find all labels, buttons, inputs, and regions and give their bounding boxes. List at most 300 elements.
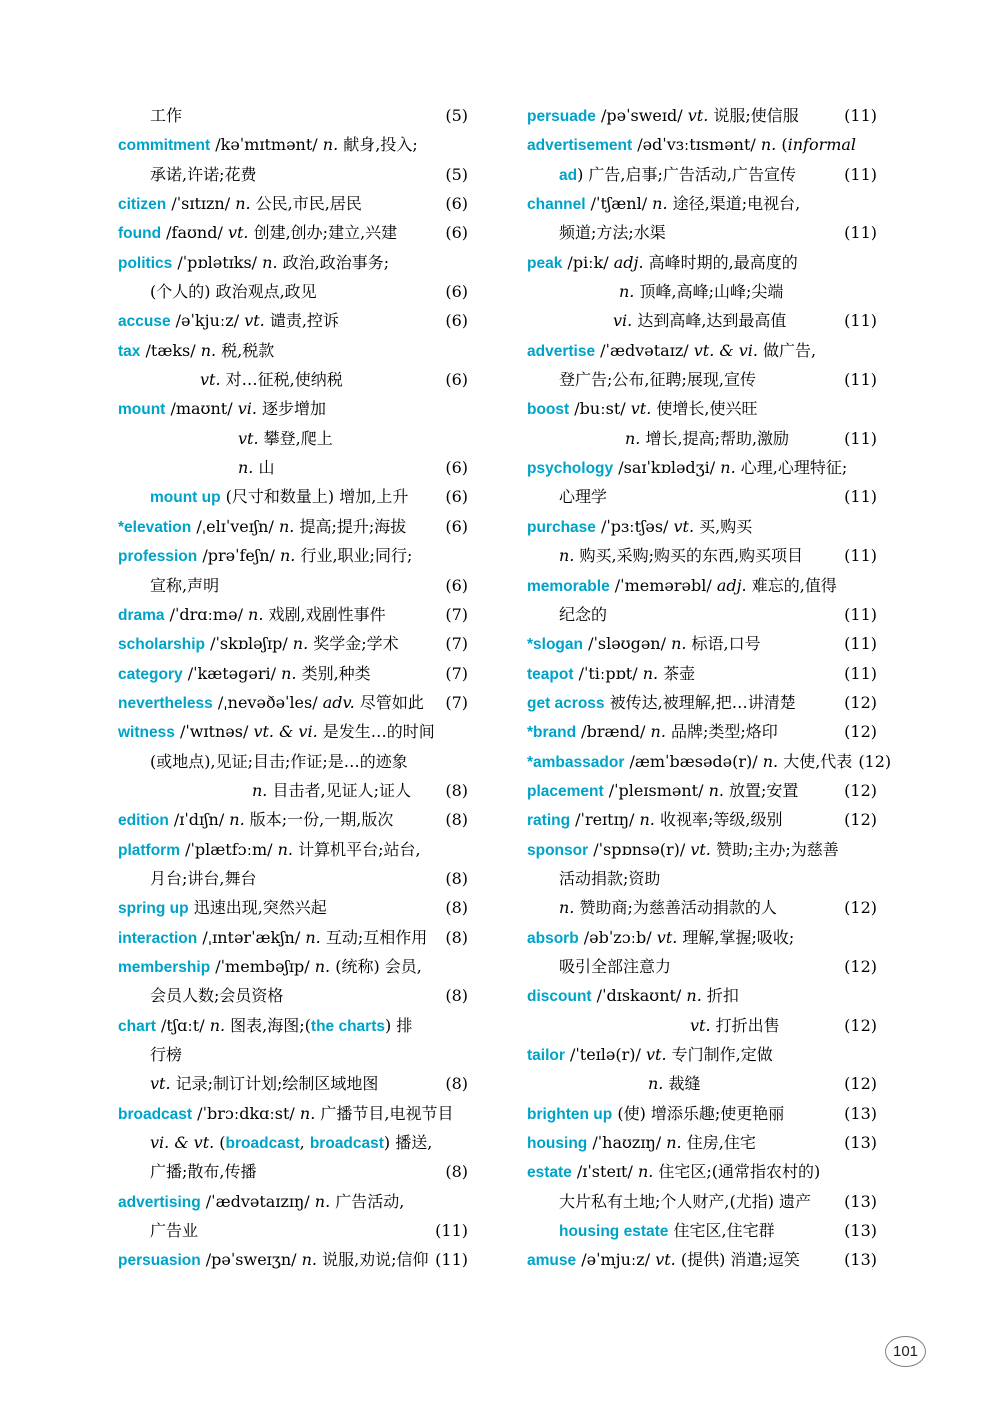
headword: *elevation	[118, 518, 192, 536]
headword: category	[118, 665, 183, 683]
definition-text: 迅速出现,突然兴起	[188, 898, 327, 918]
dictionary-entry	[527, 776, 877, 805]
pos-label: vt.	[687, 106, 709, 125]
definition-text: 行业,职业;同行;	[295, 546, 413, 566]
entry-line	[118, 923, 468, 952]
definition-text: (统称) 会员,	[330, 956, 422, 976]
entry-line	[527, 688, 877, 717]
dictionary-entry	[118, 512, 468, 541]
pos-label: vt.	[690, 839, 711, 859]
definition-text: 记录;制订计划;绘制区域地图	[170, 1074, 379, 1094]
page-reference: (6)	[445, 575, 468, 595]
definition-text: 月台;讲台,舞台	[150, 868, 257, 888]
entry-line	[118, 893, 468, 922]
page-reference: (12)	[844, 898, 877, 918]
entry-line	[527, 1128, 877, 1157]
definition-text: 目击者,见证人;证人	[267, 780, 411, 800]
pos-label: n.	[262, 252, 278, 272]
entry-line-text	[118, 1216, 198, 1245]
headword: sponsor	[527, 841, 589, 859]
pos-label: n.	[642, 663, 659, 683]
entry-line	[118, 571, 468, 600]
entry-line	[118, 306, 468, 335]
definition-text: 奖学金;学术	[308, 634, 399, 654]
pos-label: vt.	[655, 1250, 676, 1270]
definition-text: /ˈplætfɔːm/	[180, 839, 278, 859]
headword: persuade	[527, 108, 596, 125]
entry-line	[118, 512, 468, 541]
definition-text: /piːk/	[562, 252, 614, 272]
definition-text: 使增长,使兴旺	[651, 399, 758, 419]
pos-label: vt.	[646, 1045, 667, 1064]
dictionary-entry	[527, 1099, 877, 1128]
definition-text: 是发生…的时间	[317, 722, 435, 742]
entry-line	[527, 981, 877, 1010]
definition-text: 税,税款	[216, 340, 275, 360]
definition-text: 活动捐款;资助	[559, 868, 661, 888]
entry-line-text	[118, 160, 256, 189]
page-reference: (6)	[445, 458, 468, 478]
entry-line	[527, 659, 877, 688]
entry-line-text	[527, 893, 777, 922]
definition-text: 政治,政治事务;	[277, 252, 390, 272]
entry-line-text	[527, 453, 847, 483]
entry-line	[527, 1011, 877, 1040]
entry-line-text	[118, 365, 343, 394]
headword: edition	[118, 812, 169, 830]
entry-line-text	[527, 688, 796, 718]
headword: citizen	[118, 196, 167, 214]
entry-line	[527, 1216, 877, 1245]
page-reference: (6)	[445, 282, 468, 302]
entry-line	[527, 1099, 877, 1128]
definition-text: /tæks/	[140, 340, 201, 360]
entry-line-text	[527, 747, 852, 777]
entry-line	[527, 482, 877, 511]
page-number-badge	[885, 1336, 926, 1367]
definition-text: (或地点),见证;目击;作证;是…的迹象	[150, 751, 408, 771]
definition-text: ,	[299, 1133, 310, 1153]
pos-label: n.	[762, 751, 779, 771]
pos-label: n.	[666, 1133, 682, 1153]
dictionary-entry	[118, 394, 468, 482]
entry-line-text	[527, 248, 798, 278]
headword: ad	[559, 166, 578, 184]
dictionary-entry	[527, 512, 877, 571]
headword: absorb	[527, 929, 579, 947]
entry-line	[118, 981, 468, 1010]
entry-line	[118, 365, 468, 394]
dictionary-entry	[118, 130, 468, 189]
definition-text: 说服;使信服	[708, 106, 799, 125]
dictionary-entry	[527, 571, 877, 630]
entry-line-text	[118, 1128, 432, 1158]
headword: housing estate	[559, 1223, 669, 1241]
page-reference: (11)	[435, 1250, 468, 1270]
definition-text: /ˈreɪtɪŋ/	[570, 810, 640, 830]
page-reference: (12)	[844, 780, 877, 800]
dictionary-entry	[527, 1157, 877, 1216]
dictionary-entry	[527, 336, 877, 395]
entry-line	[527, 512, 877, 541]
dictionary-entry	[118, 688, 468, 717]
entry-line-text	[118, 600, 386, 630]
definition-text: 茶壶	[658, 663, 696, 683]
definition-text: 广播节目,电视节目	[315, 1103, 454, 1123]
headword: memorable	[527, 577, 610, 595]
entry-line	[118, 1040, 468, 1069]
pos-label: n.	[305, 927, 321, 947]
definition-text: 对…征税,使纳税	[220, 370, 343, 390]
headword: nevertheless	[118, 694, 213, 712]
definition-text: 理解,掌握;吸收;	[677, 927, 795, 947]
pos-label: n.	[559, 546, 575, 566]
entry-line-text	[527, 659, 695, 689]
entry-line	[527, 629, 877, 658]
entry-line	[527, 717, 877, 746]
headword: *brand	[527, 724, 577, 742]
entry-line	[527, 424, 877, 453]
page-reference: (6)	[445, 516, 468, 536]
entry-line	[118, 835, 468, 864]
entry-line	[527, 805, 877, 834]
entry-line-text	[527, 1128, 756, 1158]
pos-label: n.	[639, 810, 655, 830]
page-reference: (11)	[844, 634, 877, 654]
pos-label: adv.	[322, 692, 355, 712]
entry-line-text	[527, 1245, 800, 1275]
definition-text: (	[214, 1133, 226, 1153]
entry-line-text	[118, 1157, 256, 1186]
definition-text: 戏剧,戏剧性事件	[263, 604, 386, 624]
headword: platform	[118, 841, 180, 859]
definition-text: /tʃɑːt/	[155, 1015, 210, 1035]
definition-text: 献身,投入;	[338, 135, 418, 155]
definition-text: 住房,住宅	[681, 1133, 756, 1153]
entry-line-text	[118, 248, 389, 278]
entry-line-text	[527, 571, 837, 601]
definition-text: /buːst/	[569, 399, 631, 419]
pos-label: vt.	[150, 1074, 171, 1094]
page-reference: (12)	[844, 810, 877, 830]
definition-text: /ˌɪntərˈækʃn/	[197, 927, 306, 947]
headword: broadcast	[225, 1135, 300, 1153]
entry-line-text	[118, 747, 408, 776]
entry-line-text	[527, 189, 800, 219]
definition-text: 大使,代表	[778, 751, 853, 771]
definition-text: 购买,采购;购买的东西,购买项目	[574, 546, 804, 566]
definition-text: 谴责,控诉	[264, 311, 339, 331]
headword: membership	[118, 958, 211, 976]
page-reference: (11)	[844, 106, 877, 125]
pos-label: vi.	[613, 311, 633, 331]
entry-line-text	[118, 218, 397, 248]
dictionary-entry	[118, 923, 468, 952]
definition-text: /saɪˈkɒlədʒi/	[613, 458, 721, 478]
entry-line	[118, 600, 468, 629]
dictionary-entry	[118, 600, 468, 629]
entry-line	[118, 1216, 468, 1245]
entry-line-text	[118, 923, 427, 953]
entry-line	[118, 629, 468, 658]
definition-text: 版本;一份,一期,版次	[244, 810, 394, 830]
definition-text: 做广告,	[757, 340, 817, 360]
dictionary-entry	[527, 1040, 877, 1099]
entry-line	[527, 571, 877, 600]
headword: purchase	[527, 518, 596, 536]
entry-line-text	[118, 571, 219, 600]
definition-text: 广告活动,	[330, 1191, 405, 1211]
page-reference: (8)	[445, 898, 468, 918]
entry-line-text	[118, 1040, 182, 1069]
definition-text: 放置;安置	[723, 780, 799, 800]
dictionary-entry	[118, 893, 468, 922]
definition-text: /pəˈsweɪd/	[595, 106, 688, 125]
page-reference: (11)	[844, 311, 877, 331]
entry-line-text	[118, 306, 339, 336]
headword: chart	[118, 1017, 156, 1035]
headword: accuse	[118, 313, 171, 331]
entry-line	[118, 336, 468, 365]
pos-label: n.	[760, 135, 777, 155]
page-reference: (6)	[445, 311, 468, 331]
glossary-column-left	[118, 101, 468, 1275]
entry-line	[527, 277, 877, 306]
headword: estate	[527, 1164, 572, 1182]
dictionary-entry	[118, 1099, 468, 1187]
definition-text: /ˈbrɔːdkɑːst/	[192, 1103, 300, 1123]
entry-line-text	[118, 1069, 378, 1098]
pos-label: n.	[238, 458, 254, 478]
dictionary-entry	[527, 717, 877, 746]
pos-label: n.	[708, 780, 724, 800]
headword: mount	[118, 401, 166, 419]
entry-line	[527, 1157, 877, 1186]
page-reference: (8)	[445, 986, 468, 1006]
headword: *slogan	[527, 636, 583, 654]
pos-label: vt.	[227, 223, 249, 243]
dictionary-entry	[118, 1187, 468, 1246]
entry-line-text	[527, 1157, 820, 1187]
pos-label: vt.	[630, 399, 652, 419]
definition-text: /ˈmemərəbl/	[609, 575, 717, 595]
pos-label: n.	[278, 516, 295, 536]
definition-text: 大片私有土地;个人财产,(尤指) 遗产	[559, 1191, 812, 1211]
headword: commitment	[118, 137, 211, 155]
entry-line-text	[118, 130, 418, 160]
definition-text: /ˈdɪskaʊnt/	[591, 986, 687, 1006]
pos-label: n.	[277, 839, 294, 859]
definition-text: 承诺,许诺;花费	[150, 164, 257, 184]
headword: advertise	[527, 342, 596, 360]
pos-label: n.	[252, 780, 268, 800]
entry-line	[527, 1245, 877, 1274]
definition-text: 赞助商;为慈善活动捐款的人	[574, 898, 777, 918]
entry-line-text	[527, 923, 794, 953]
entry-line-text	[527, 394, 757, 424]
entry-line-text	[118, 981, 283, 1010]
definition-text: 登广告;公布,征聘;展现,宣传	[559, 370, 756, 390]
pos-label: n.	[209, 1015, 226, 1035]
dictionary-entry	[527, 453, 877, 512]
headword: channel	[527, 196, 586, 214]
page-reference: (8)	[445, 927, 468, 947]
entry-line-text	[527, 277, 783, 306]
definition-text: /kəˈmɪtmənt/	[210, 135, 323, 155]
dictionary-entry	[527, 659, 877, 688]
page-reference: (8)	[445, 810, 468, 830]
entry-line	[527, 306, 877, 335]
definition-text: 攀登,爬上	[258, 428, 333, 448]
definition-text: /əbˈzɔːb/	[578, 927, 657, 947]
definition-text: /ˌnevəðəˈles/	[212, 692, 323, 712]
entry-line	[118, 747, 468, 776]
pos-label: adj.	[716, 575, 747, 595]
page-reference: (7)	[445, 634, 468, 654]
definition-text: /ˈpɜːtʃəs/	[595, 516, 674, 536]
pos-label: adj.	[613, 252, 644, 272]
definition-text: 心理,心理特征;	[735, 458, 848, 478]
entry-line-text	[118, 453, 274, 482]
definition-text: /æmˈbæsədə(r)/	[624, 751, 763, 771]
definition-text: 心理学	[559, 487, 608, 507]
definition-text: /prəˈfeʃn/	[197, 546, 280, 566]
entry-line	[527, 365, 877, 394]
entry-line-text	[118, 512, 406, 542]
dictionary-entry	[118, 482, 468, 511]
entry-line-text	[527, 306, 786, 335]
entry-line	[527, 747, 892, 776]
page-reference: (7)	[445, 604, 468, 624]
page-reference: (8)	[445, 780, 468, 800]
dictionary-entry	[118, 1245, 468, 1274]
dictionary-entry	[527, 747, 892, 776]
definition-text: 住宅区,住宅群	[668, 1221, 775, 1241]
entry-line	[118, 453, 468, 482]
page-reference: (13)	[844, 1103, 877, 1123]
entry-line-text	[118, 805, 393, 835]
definition-text: /ˈdrɑːmə/	[164, 604, 249, 624]
pos-label: vt.	[656, 927, 678, 947]
headword: scholarship	[118, 636, 205, 654]
dictionary-entry	[527, 923, 877, 982]
dictionary-entry	[527, 1128, 877, 1157]
pos-label: n.	[301, 1250, 317, 1270]
definition-text: /ɪˈdɪʃn/	[168, 810, 230, 830]
definition-text: ) 排	[385, 1015, 413, 1035]
definition-text: 宣称,声明	[150, 575, 220, 595]
pos-label: n.	[619, 282, 635, 302]
page-reference: (11)	[844, 164, 877, 184]
definition-text: ) 广告,启事;广告活动,广告宣传	[577, 164, 796, 184]
entry-line	[527, 835, 877, 864]
entry-line-text	[527, 717, 778, 747]
entry-line-text	[527, 776, 798, 806]
definition-text: /ˈpleɪsmənt/	[603, 780, 709, 800]
entry-line	[118, 130, 468, 159]
headword: tax	[118, 342, 141, 360]
headword: teapot	[527, 665, 574, 683]
entry-line-text	[118, 482, 408, 512]
entry-line	[118, 1245, 468, 1274]
pos-label: n.	[559, 898, 575, 918]
dictionary-entry	[118, 336, 468, 395]
definition-text: 山	[253, 458, 275, 478]
entry-line-text	[527, 424, 789, 453]
definition-text: /ˈteɪlə(r)/	[564, 1045, 646, 1064]
entry-line	[527, 218, 877, 247]
page-reference: (5)	[445, 106, 468, 125]
entry-line-text	[118, 952, 422, 982]
entry-line	[118, 688, 468, 717]
page-reference: (12)	[844, 1015, 877, 1035]
pos-label: n.	[314, 956, 331, 976]
entry-line-text	[527, 1040, 773, 1070]
page-reference: (13)	[844, 1191, 877, 1211]
definition-text: /ˈsləʊgən/	[582, 634, 672, 654]
definition-text: /ˈsɪtɪzn/	[166, 194, 236, 214]
definition-text: 行榜	[150, 1045, 183, 1064]
entry-line	[118, 1011, 468, 1040]
entry-line	[527, 541, 877, 570]
dictionary-entry	[527, 629, 877, 658]
definition-text: /ˈhaʊzɪŋ/	[587, 1133, 667, 1153]
entry-line	[118, 805, 468, 834]
pos-label: n.	[637, 1162, 654, 1182]
definition-text: 裁缝	[663, 1074, 701, 1094]
dictionary-entry	[527, 189, 877, 248]
definition-text: 吸引全部注意力	[559, 956, 672, 976]
definition-text: 途径,渠道;电视台,	[667, 194, 801, 214]
entry-line-text	[527, 835, 839, 865]
dictionary-entry	[118, 717, 468, 805]
definition-text: /ˈmembəʃɪp/	[210, 956, 315, 976]
entry-line	[118, 160, 468, 189]
entry-line-text	[527, 1011, 780, 1040]
definition-text: /ˈskɒləʃɪp/	[205, 634, 293, 654]
page-reference: (12)	[844, 956, 877, 976]
entry-line-text	[527, 1069, 700, 1098]
dictionary-entry	[118, 218, 468, 247]
entry-line-text	[118, 1245, 429, 1275]
definition-text: /ˈspɒnsə(r)/	[588, 839, 691, 859]
entry-line	[527, 130, 877, 159]
glossary-body	[118, 101, 892, 1275]
definition-text: ) 播送,	[383, 1133, 433, 1153]
definition-text: 公民,市民,居民	[250, 194, 362, 214]
entry-line-text	[527, 541, 803, 570]
headword: get across	[527, 694, 605, 712]
entry-line-text	[118, 717, 435, 747]
dictionary-entry	[118, 805, 468, 834]
entry-line	[118, 218, 468, 247]
dictionary-entry	[118, 306, 468, 335]
headword: psychology	[527, 460, 614, 478]
headword: broadcast	[309, 1135, 384, 1153]
headword: persuasion	[118, 1252, 201, 1270]
entry-line	[118, 1069, 468, 1098]
definition-text: 赞助;主办;为慈善	[710, 839, 839, 859]
definition-text: 计算机平台;站台,	[293, 839, 421, 859]
definition-text: /maʊnt/	[165, 399, 238, 419]
pos-label: vt.	[244, 311, 265, 331]
entry-line	[118, 1187, 468, 1216]
entry-line-text	[527, 101, 799, 131]
headword: broadcast	[118, 1105, 193, 1123]
dictionary-entry	[527, 394, 877, 453]
definition-text: 工作	[150, 106, 183, 125]
page-reference: (13)	[844, 1221, 877, 1241]
